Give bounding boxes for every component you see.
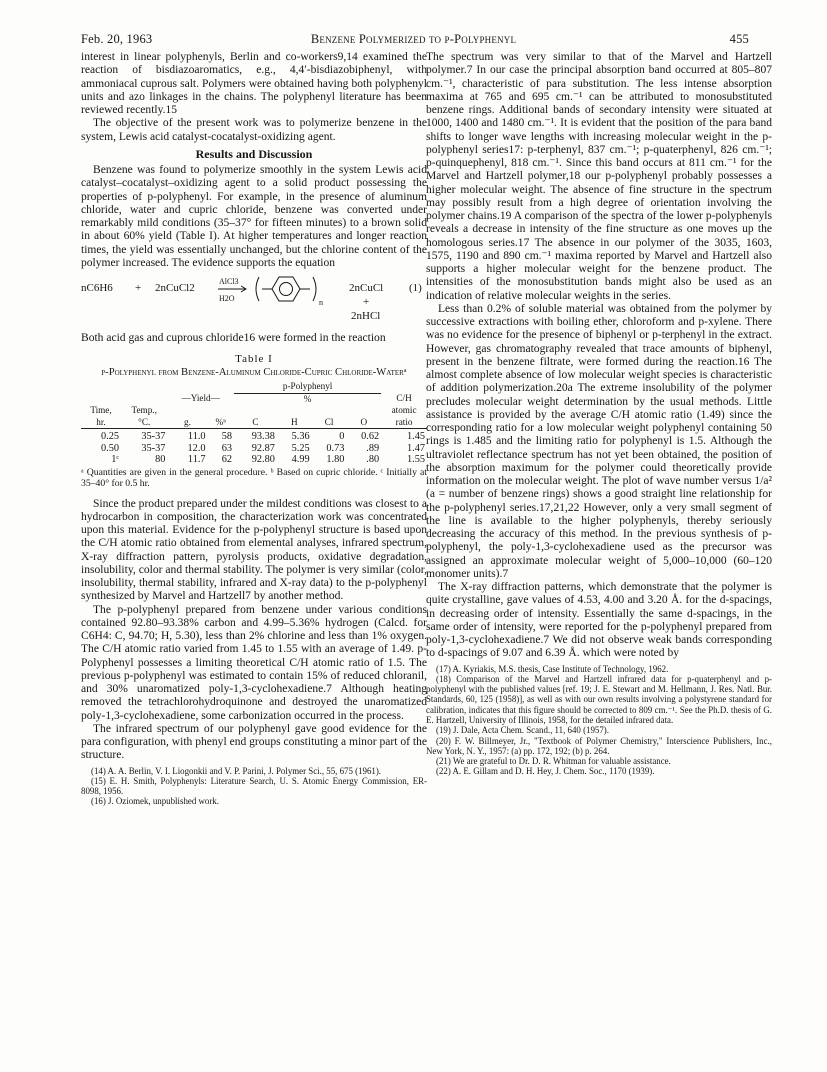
table-row bbox=[81, 429, 427, 443]
paragraph: The p-polyphenyl prepared from benzene under various conditions contained 92.80–93.38% carbon and 4.99–5.36% hydrogen (Calcd. for C6H4: C, 94.70; H, 5.30), less than 2% chlorine and less than 1% oxygen. The C/H atomic ratio varied from 1.45 to 1.55 with an average of 1.49. p-Polyphenyl possesses a limiting theoretical C/H atomic ratio of 1.5. The previous p-polyphenyl was estimated to contain 15% of reduced chloranil, and 30% unaromatized poly-1,3-cyclohexadiene.7 Although heating removed the tetrachlorohydroquinone and destroyed the unaromatized poly-1,3-cyclohexadiene, some carbonization occurred in the process. bbox=[81, 603, 427, 722]
table-cell: 4.99 bbox=[291, 454, 310, 465]
table-cell: 0.62 bbox=[361, 431, 380, 442]
reference: (22) A. E. Gillam and D. H. Hey, J. Chem. Soc., 1170 (1939). bbox=[436, 766, 655, 777]
paragraph: Less than 0.2% of soluble material was obtained from the polymer by successive extractions with boiling ether, chloroform and p-xylene. There was no evidence for the presence of biphenyl or p-terphenyl in the extract. However, gas chromatography revealed that trace amounts of biphenyl, present in the benzene filtrate, were formed during the reaction.16 The almost complete absence of low molecular weight species is characteristic of addition polymerization.20a The extreme insolubility of the polymer precludes molecular weight determination by the usual methods. Little assistance is provided by the average C/H atomic ratio (1.49) since the corresponding ratio for a low molecular weight polyphenyl containing 50 rings is 1.485 and the limiting ratio for polyphenyl is 1.5. Although the ultraviolet reflectance spectrum has not yet been obtained, the position of the absorption maximum for the polymer could theoretically provide information on the molecular weight. The plot of wave number versus 1/a² (a = number of benzene rings) shows a good straight line relationship for the p-polyphenyl series.17,21,22 However, only a very small segment of the line is available to the higher polyphenyls, thereby seriously decreasing the accuracy of this method. In the previous synthesis of p-polyphenyl, the poly-1,3-cyclohexadiene used as the precursor was assigned an approximate molecular weight of 5,000–10,000 (60–120 monomer units).7 bbox=[426, 302, 772, 580]
eq-cocatalyst: H2O bbox=[219, 294, 235, 303]
table-cell: 12.0 bbox=[187, 442, 206, 454]
paragraph: The spectrum was very similar to that of the Marvel and Hartzell polymer.7 In our case the principal absorption band occurred at 805–807 cm.⁻¹, characteristic of para substitution. The less intense absorption maxima at 765 and 695 cm.⁻¹ can be attributed to monosubstituted benzene rings. Additional bands of secondary intensity were situated at 1000, 1400 and 1480 cm.⁻¹. It is evident that the position of the para band shifts to longer wave lengths with increasing molecular weight in the p-polyphenyl series17: p-terphenyl, 837 cm.⁻¹; p-quaterphenyl, 826 cm.⁻¹; p-quinquephenyl, 818 cm.⁻¹. Since this band occurs at 811 cm.⁻¹ for the Marvel and Hartzell polymer,18 our p-polyphenyl probably possesses a higher molecular weight. The absence of fine structure in the spectrum may possibly result from a high degree of orientation involving the polymer chains.19 A comparison of the spectra of the lower p-polyphenyls reveals a decrease in intensity of the fine structure as one moves up the homologous series.17 The absence in our polymer of the 3035, 1603, 1575, 1190 and 890 cm.⁻¹ maxima reported by Marvel and Hartzell also supports a higher molecular weight for the benzene product. The intensities of the monosubstitution bands might also be used as an indication of relative molecular weights in the series. bbox=[426, 51, 772, 302]
reaction-arrow-and-ring bbox=[215, 276, 345, 306]
table-column-header: C/H bbox=[396, 393, 412, 404]
paragraph: Benzene was found to polymerize smoothly in the system Lewis acid catalyst–cocatalyst–oxidizing agent to a solid product possessing the properties of p-polyphenyl. For example, in the presence of aluminum chloride, water and cupric chloride, benzene was converted under remarkably mild conditions (35–37° for fifteen minutes) to a brown solid in about 60% yield (Table I). At higher temperatures and longer reaction times, the yield was essentially unchanged, but the chlorine content of the polymer increased. The evidence supports the equation bbox=[81, 164, 427, 269]
paragraph: The infrared spectrum of our polyphenyl gave good evidence for the para configuration, with phenyl end groups constituting a minor part of the structure. bbox=[81, 722, 427, 762]
table-cell: 1.47 bbox=[406, 442, 425, 454]
table-cell: 11.0 bbox=[187, 431, 206, 442]
eq-product-cuprous-chloride: 2nCuCl bbox=[349, 282, 384, 294]
reference: (20) F. W. Billmeyer, Jr., "Textbook of Polymer Chemistry," Interscience Publishers, Inc., New York, N. Y., 1957: (a) pp. 172, 192; (b) p. 264. bbox=[426, 735, 772, 756]
table-title: Table I bbox=[235, 353, 273, 366]
table-column-header: H bbox=[277, 417, 312, 429]
table-cell: .80 bbox=[366, 454, 380, 465]
table-cell: 58 bbox=[221, 431, 233, 442]
reference: (15) E. H. Smith, Polyphenyls: Literature Search, U. S. Atomic Energy Commission, ER-8098, 1956. bbox=[81, 775, 427, 797]
table-caption: p-Polyphenyl from Benzene-Aluminum Chloride-Cupric Chloride-Waterᵃ bbox=[101, 366, 407, 378]
table-cell: 35-37 bbox=[141, 431, 166, 442]
table-cell: 92.87 bbox=[251, 442, 275, 454]
table-cell: 62 bbox=[221, 454, 233, 465]
data-table bbox=[81, 381, 427, 466]
table-cell: 0.73 bbox=[326, 442, 345, 454]
table-column-header: hr. bbox=[81, 417, 121, 429]
table-column-header: ratio bbox=[381, 417, 427, 429]
eq-plus: + bbox=[363, 296, 370, 308]
table-cell: 1.45 bbox=[406, 431, 425, 442]
table-cell: 0.50 bbox=[100, 442, 120, 454]
paragraph: The X-ray diffraction patterns, which demonstrate that the polymer is quite crystalline, gave values of 4.53, 4.00 and 3.20 Å. for the d-spacings, in decreasing order of intensity. Essentially the same d-spacings, in the same order of intensity, were reported for the p-polyphenyl prepared from poly-1,3-cyclohexadiene.7 We did not observe weak bands corresponding to d-spacings of 9.07 and 6.39 Å. which were noted by bbox=[426, 581, 772, 660]
page-number: 455 bbox=[729, 32, 749, 46]
eq-reactant-cupric-chloride: 2nCuCl2 bbox=[155, 282, 195, 294]
reference: (19) J. Dale, Acta Chem. Scand., 11, 640 (1957). bbox=[436, 725, 609, 736]
footnote-references bbox=[81, 766, 427, 807]
eq-reactant-benzene: nC6H6 bbox=[81, 282, 113, 294]
table-cell: 35-37 bbox=[141, 442, 166, 454]
reference: (18) Comparison of the Marvel and Hartzell infrared data for p-quaterphenyl and p-polyphenyl with the published values [ref. 19; J. E. Stewart and M. Hellmann, J. Res. Natl. Bur. Standards, 60, 125 (1958)], as well as with our own results involving a polystyrene standard for calibration, indicates that this figure should be corrected to 809 cm.⁻¹. See the Ph.D. thesis of G. E. Hartzell, University of Illinois, 1958, for the detailed infrared data. bbox=[426, 673, 772, 725]
table-footnote: ᵃ Quantities are given in the general procedure. ᵇ Based on cupric chloride. ᶜ Initially at 35–40° for 0.5 hr. bbox=[81, 466, 427, 489]
table-column-header: g. bbox=[167, 417, 207, 429]
table-column-header: atomic bbox=[391, 405, 417, 415]
paragraph: Since the product prepared under the mildest conditions was closest to a hydrocarbon in composition, the characterization work was concentrated upon this material. Evidence for the p-polyphenyl structure is based upon the C/H atomic ratio obtained from elemental analyses, infrared spectrum, X-ray diffraction pattern, pyrolysis products, oxidative degradation, insolubility, color and thermal stability. The polymer is very similar (color, insolubility, thermal stability, infrared and X-ray data) to the p-polyphenyl synthesized by Marvel and Hartzell7 by another method. bbox=[81, 497, 427, 603]
table-row bbox=[81, 443, 427, 455]
running-date: Feb. 20, 1963 bbox=[81, 32, 153, 46]
table-cell: .89 bbox=[366, 442, 380, 454]
reference: (14) A. A. Berlin, V. I. Liogonkii and V. P. Parini, J. Polymer Sci., 55, 675 (1961). bbox=[91, 765, 381, 776]
table-cell: 1.55 bbox=[406, 454, 425, 465]
table-cell: 5.36 bbox=[291, 431, 310, 442]
table-group-header: % bbox=[303, 393, 312, 404]
table-cell: 80 bbox=[155, 454, 166, 465]
chemical-equation bbox=[81, 276, 427, 324]
table-column-header: O bbox=[346, 417, 381, 429]
table-cell: 93.38 bbox=[251, 431, 275, 442]
table-cell: 0.25 bbox=[100, 431, 120, 442]
table-cell: 11.7 bbox=[187, 454, 206, 465]
reference: (21) We are grateful to Dr. D. R. Whitman for valuable assistance. bbox=[436, 756, 671, 767]
equation-number: (1) bbox=[409, 282, 422, 294]
table-cell: 63 bbox=[221, 442, 233, 454]
left-column bbox=[81, 51, 427, 807]
table-cell: 92.80 bbox=[251, 454, 275, 465]
table-group-header: p-Polyphenyl bbox=[234, 381, 381, 393]
table-column-header: Temp., bbox=[131, 405, 157, 415]
table-cell: 0 bbox=[339, 431, 345, 442]
section-heading: Results and Discussion bbox=[195, 146, 313, 161]
paragraph: interest in linear polyphenyls, Berlin and co-workers9,14 examined the reaction of bisdiazoaromatics, e.g., 4,4′-bisdiazobiphenyl, with ammoniacal cuprous salt. Polymers were obtained having both polyphenyl units and azo linkages in the chains. The polyphenyl literature has been reviewed recently.15 bbox=[81, 51, 427, 116]
table-column-header: Time, bbox=[90, 405, 112, 415]
reference: (16) J. Oziomek, unpublished work. bbox=[91, 796, 219, 807]
table-row bbox=[81, 454, 427, 466]
footnote-references bbox=[426, 664, 772, 777]
eq-subscript-n: n bbox=[319, 298, 323, 307]
eq-catalyst: AlCl3 bbox=[219, 277, 239, 286]
right-column bbox=[426, 51, 772, 777]
eq-plus: + bbox=[135, 282, 142, 294]
eq-product-hcl: 2nHCl bbox=[351, 310, 381, 322]
reference: (17) A. Kyriakis, M.S. thesis, Case Institute of Technology, 1962. bbox=[436, 663, 669, 674]
table-column-header: Cl bbox=[312, 417, 347, 429]
table-column-header: %ᵇ bbox=[208, 417, 234, 429]
table-column-header: C bbox=[234, 417, 277, 429]
paragraph: Both acid gas and cuprous chloride16 were formed in the reaction bbox=[81, 332, 386, 344]
table-cell: 5.25 bbox=[291, 442, 310, 454]
table-cell: 1ᶜ bbox=[111, 454, 120, 465]
table-column-header: °C. bbox=[121, 417, 167, 429]
table-cell: 1.80 bbox=[326, 454, 345, 465]
paragraph: The objective of the present work was to polymerize benzene in the system, Lewis acid catalyst-cocatalyst-oxidizing agent. bbox=[81, 117, 427, 143]
table-group-header: —Yield— bbox=[181, 393, 220, 404]
running-title: Benzene Polymerized to p-Polyphenyl bbox=[310, 32, 517, 46]
